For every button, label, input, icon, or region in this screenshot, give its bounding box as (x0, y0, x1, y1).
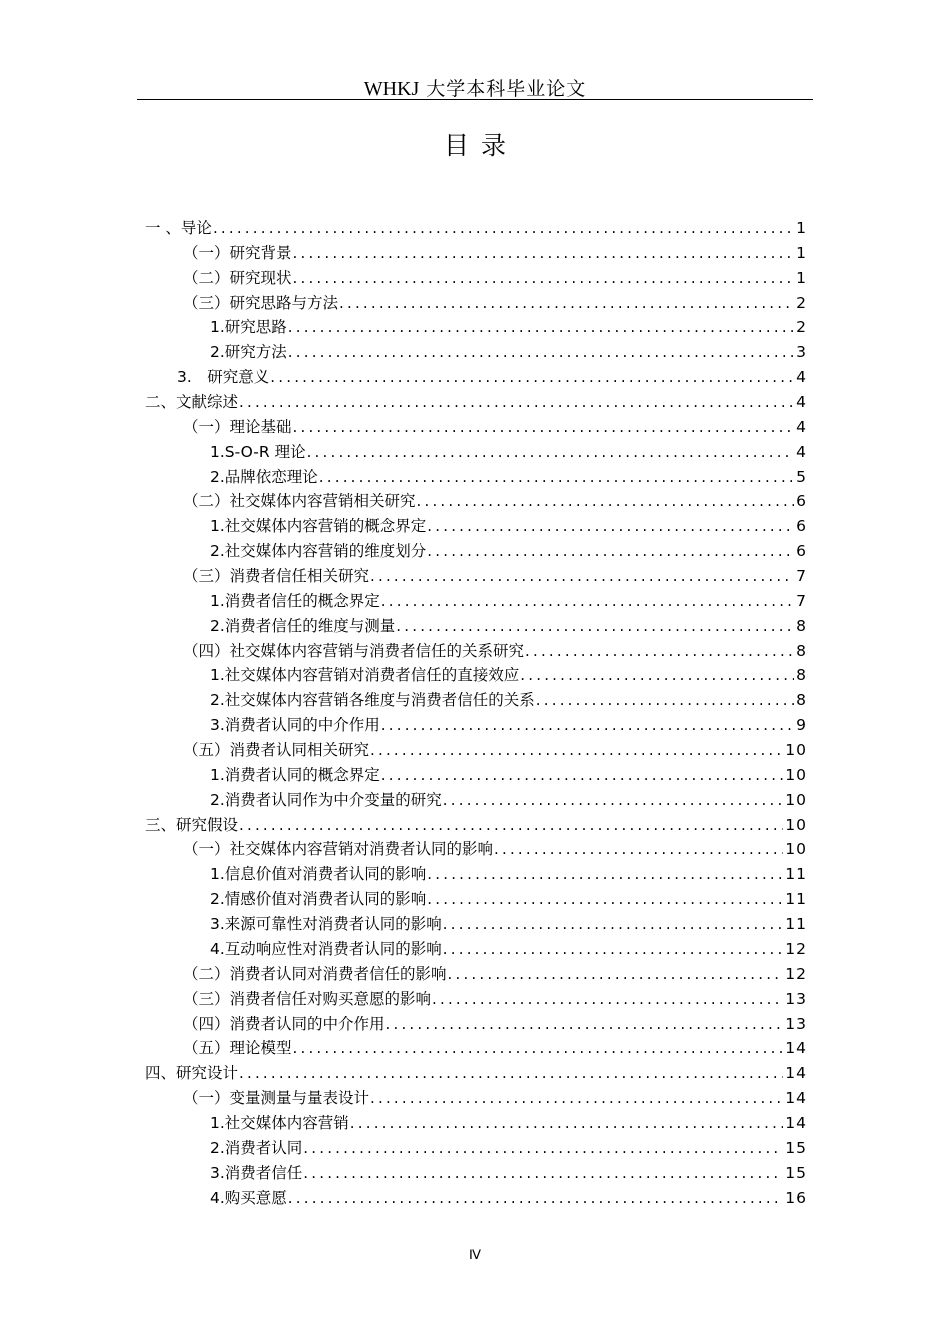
toc-entry-page: 1 (796, 243, 807, 262)
toc-entry-title: （五）理论模型 (183, 1039, 292, 1058)
toc-entry-page: 9 (796, 716, 807, 735)
toc-entry-page: 15 (785, 1163, 807, 1182)
toc-entry-page: 10 (785, 765, 807, 784)
toc-entry[interactable] (145, 987, 807, 1012)
toc-entry-title: 2.社交媒体内容营销的维度划分 (210, 542, 427, 561)
toc-entry[interactable] (145, 365, 807, 390)
toc-leader-dots (213, 216, 794, 241)
toc-entry-title: （二）消费者认同对消费者信任的影响 (183, 964, 447, 983)
toc-entry-page: 6 (796, 542, 807, 561)
toc-entry-title: （二）社交媒体内容营销相关研究 (183, 492, 416, 511)
toc-entry[interactable] (145, 216, 807, 241)
table-of-contents (145, 216, 807, 1210)
toc-entry-page: 16 (785, 1188, 807, 1207)
toc-entry[interactable] (145, 1161, 807, 1186)
header-text: 大学本科毕业论文 (426, 78, 587, 100)
toc-entry-title: 4.互动响应性对消费者认同的影响 (210, 939, 442, 958)
toc-entry-page: 8 (796, 616, 807, 635)
toc-entry-page: 11 (785, 865, 807, 884)
toc-entry[interactable] (145, 663, 807, 688)
toc-entry-title: 四、研究设计 (145, 1064, 239, 1083)
running-header (0, 74, 950, 101)
toc-entry-title: （一）社交媒体内容营销对消费者认同的影响 (183, 840, 494, 859)
toc-entry[interactable] (145, 1061, 807, 1086)
page-title: 目录 (443, 131, 518, 160)
toc-leader-dots (427, 514, 794, 539)
toc-entry-page: 3 (796, 343, 807, 362)
toc-leader-dots (239, 390, 794, 415)
toc-leader-dots (417, 489, 795, 514)
toc-entry-title: 1.研究思路 (210, 318, 287, 337)
toc-entry-title: 2.社交媒体内容营销各维度与消费者信任的关系 (210, 691, 535, 710)
toc-leader-dots (427, 862, 783, 887)
toc-entry[interactable] (145, 266, 807, 291)
toc-entry-title: 3.消费者认同的中介作用 (210, 716, 380, 735)
toc-entry[interactable] (145, 937, 807, 962)
toc-leader-dots (427, 887, 783, 912)
toc-entry[interactable] (145, 415, 807, 440)
toc-entry-title: （三）消费者信任对购买意愿的影响 (183, 989, 432, 1008)
toc-entry[interactable] (145, 291, 807, 316)
toc-entry-title: 2.消费者信任的维度与测量 (210, 616, 396, 635)
toc-leader-dots (381, 713, 794, 738)
toc-entry[interactable] (145, 614, 807, 639)
toc-leader-dots (288, 340, 794, 365)
toc-entry-page: 14 (785, 1089, 807, 1108)
toc-entry-title: （一）变量测量与量表设计 (183, 1089, 370, 1108)
toc-leader-dots (303, 1136, 783, 1161)
toc-entry[interactable] (145, 639, 807, 664)
toc-leader-dots (293, 266, 795, 291)
toc-leader-dots (307, 440, 795, 465)
toc-entry-page: 8 (796, 666, 807, 685)
toc-leader-dots (370, 1086, 783, 1111)
toc-entry-page: 4 (796, 417, 807, 436)
toc-leader-dots (293, 415, 795, 440)
toc-entry[interactable] (145, 887, 807, 912)
toc-entry-page: 7 (796, 591, 807, 610)
toc-leader-dots (239, 1061, 783, 1086)
toc-entry-page: 14 (785, 1039, 807, 1058)
toc-entry[interactable] (145, 912, 807, 937)
toc-entry-page: 4 (796, 393, 807, 412)
toc-entry-title: 3.消费者信任 (210, 1163, 303, 1182)
toc-entry-title: 1.社交媒体内容营销对消费者信任的直接效应 (210, 666, 520, 685)
toc-entry[interactable] (145, 514, 807, 539)
toc-entry[interactable] (145, 1012, 807, 1037)
toc-leader-dots (448, 962, 784, 987)
toc-entry[interactable] (145, 763, 807, 788)
toc-leader-dots (386, 1012, 784, 1037)
toc-leader-dots (293, 241, 795, 266)
toc-entry-page: 10 (785, 741, 807, 760)
toc-entry-page: 10 (785, 840, 807, 859)
toc-leader-dots (443, 912, 783, 937)
toc-entry-page: 2 (796, 293, 807, 312)
toc-entry-title: （三）研究思路与方法 (183, 293, 339, 312)
toc-entry-page: 8 (796, 691, 807, 710)
toc-entry[interactable] (145, 440, 807, 465)
toc-leader-dots (427, 539, 794, 564)
toc-entry-title: 1.社交媒体内容营销 (210, 1113, 349, 1132)
toc-leader-dots (370, 738, 783, 763)
toc-leader-dots (443, 937, 783, 962)
toc-entry-page: 10 (785, 790, 807, 809)
toc-entry-title: 三、研究假设 (145, 815, 239, 834)
toc-entry-page: 4 (796, 442, 807, 461)
toc-leader-dots (520, 663, 794, 688)
toc-leader-dots (381, 763, 783, 788)
toc-entry[interactable] (145, 688, 807, 713)
toc-entry[interactable] (145, 315, 807, 340)
toc-entry[interactable] (145, 340, 807, 365)
toc-entry-title: 3.来源可靠性对消费者认同的影响 (210, 915, 442, 934)
toc-entry-title: 1.信息价值对消费者认同的影响 (210, 865, 427, 884)
toc-entry-title: 2.情感价值对消费者认同的影响 (210, 890, 427, 909)
toc-entry-page: 6 (796, 517, 807, 536)
toc-entry-page: 1 (796, 219, 807, 237)
toc-entry[interactable] (145, 1186, 807, 1211)
toc-entry-title: 一 、导论 (145, 219, 212, 237)
toc-leader-dots (319, 465, 794, 490)
toc-entry-title: （二）研究现状 (183, 268, 292, 287)
toc-entry-title: （一）研究背景 (183, 243, 292, 262)
toc-leader-dots (443, 788, 783, 813)
toc-entry[interactable] (145, 489, 807, 514)
toc-entry-title: 2.消费者认同作为中介变量的研究 (210, 790, 442, 809)
toc-entry-page: 12 (785, 939, 807, 958)
toc-entry-title: 1.消费者信任的概念界定 (210, 591, 380, 610)
toc-leader-dots (293, 1036, 784, 1061)
toc-entry[interactable] (145, 813, 807, 838)
toc-entry[interactable] (145, 738, 807, 763)
toc-leader-dots (432, 987, 783, 1012)
toc-entry[interactable] (145, 962, 807, 987)
toc-entry-page: 14 (785, 1113, 807, 1132)
toc-entry[interactable] (145, 1111, 807, 1136)
toc-leader-dots (288, 315, 794, 340)
toc-entry-page: 7 (796, 567, 807, 586)
header-rule (137, 99, 813, 100)
toc-entry[interactable] (145, 837, 807, 862)
toc-entry-title: 1.社交媒体内容营销的概念界定 (210, 517, 427, 536)
toc-leader-dots (303, 1161, 783, 1186)
toc-entry[interactable] (145, 713, 807, 738)
toc-entry-page: 11 (785, 915, 807, 934)
toc-entry-page: 12 (785, 964, 807, 983)
toc-entry-page: 1 (796, 268, 807, 287)
toc-entry-title: （四）消费者认同的中介作用 (183, 1014, 385, 1033)
page-number: Ⅳ (469, 1247, 481, 1262)
toc-leader-dots (381, 589, 794, 614)
toc-entry-title: 1.S-O-R 理论 (210, 442, 306, 461)
toc-entry-title: 1.消费者认同的概念界定 (210, 765, 380, 784)
toc-leader-dots (270, 365, 794, 390)
toc-entry-page: 13 (785, 989, 807, 1008)
toc-entry-page: 10 (785, 815, 807, 834)
toc-entry-title: （四）社交媒体内容营销与消费者信任的关系研究 (183, 641, 525, 660)
toc-leader-dots (239, 813, 783, 838)
toc-leader-dots (370, 564, 794, 589)
toc-entry[interactable] (145, 465, 807, 490)
toc-entry-page: 11 (785, 890, 807, 909)
toc-leader-dots (396, 614, 794, 639)
toc-entry-page: 2 (796, 318, 807, 337)
toc-entry-title: 4.购买意愿 (210, 1188, 287, 1207)
toc-entry[interactable] (145, 1036, 807, 1061)
toc-entry[interactable] (145, 241, 807, 266)
toc-entry-page: 5 (796, 467, 807, 486)
toc-leader-dots (536, 688, 794, 713)
toc-entry[interactable] (145, 589, 807, 614)
toc-leader-dots (339, 291, 794, 316)
toc-leader-dots (525, 639, 794, 664)
toc-entry[interactable] (145, 1136, 807, 1161)
toc-entry[interactable] (145, 862, 807, 887)
toc-entry-page: 15 (785, 1138, 807, 1157)
toc-entry-title: 3. 研究意义 (177, 368, 270, 387)
toc-entry-page: 13 (785, 1014, 807, 1033)
toc-entry-page: 14 (785, 1064, 807, 1083)
toc-entry[interactable] (145, 564, 807, 589)
toc-entry-title: 2.研究方法 (210, 343, 287, 362)
toc-entry-page: 6 (796, 492, 807, 511)
toc-entry-title: （一）理论基础 (183, 417, 292, 436)
toc-entry-title: 2.消费者认同 (210, 1138, 303, 1157)
toc-leader-dots (350, 1111, 783, 1136)
toc-entry-page: 4 (796, 368, 807, 387)
toc-entry-title: 2.品牌依恋理论 (210, 467, 318, 486)
toc-entry[interactable] (145, 390, 807, 415)
toc-entry[interactable] (145, 788, 807, 813)
toc-entry-page: 8 (796, 641, 807, 660)
toc-leader-dots (288, 1186, 783, 1211)
toc-entry-title: （五）消费者认同相关研究 (183, 741, 370, 760)
toc-entry[interactable] (145, 539, 807, 564)
toc-entry-title: （三）消费者信任相关研究 (183, 567, 370, 586)
toc-entry-title: 二、文献综述 (145, 393, 239, 412)
toc-entry[interactable] (145, 1086, 807, 1111)
toc-leader-dots (494, 837, 783, 862)
header-brand: WHKJ (363, 78, 420, 100)
